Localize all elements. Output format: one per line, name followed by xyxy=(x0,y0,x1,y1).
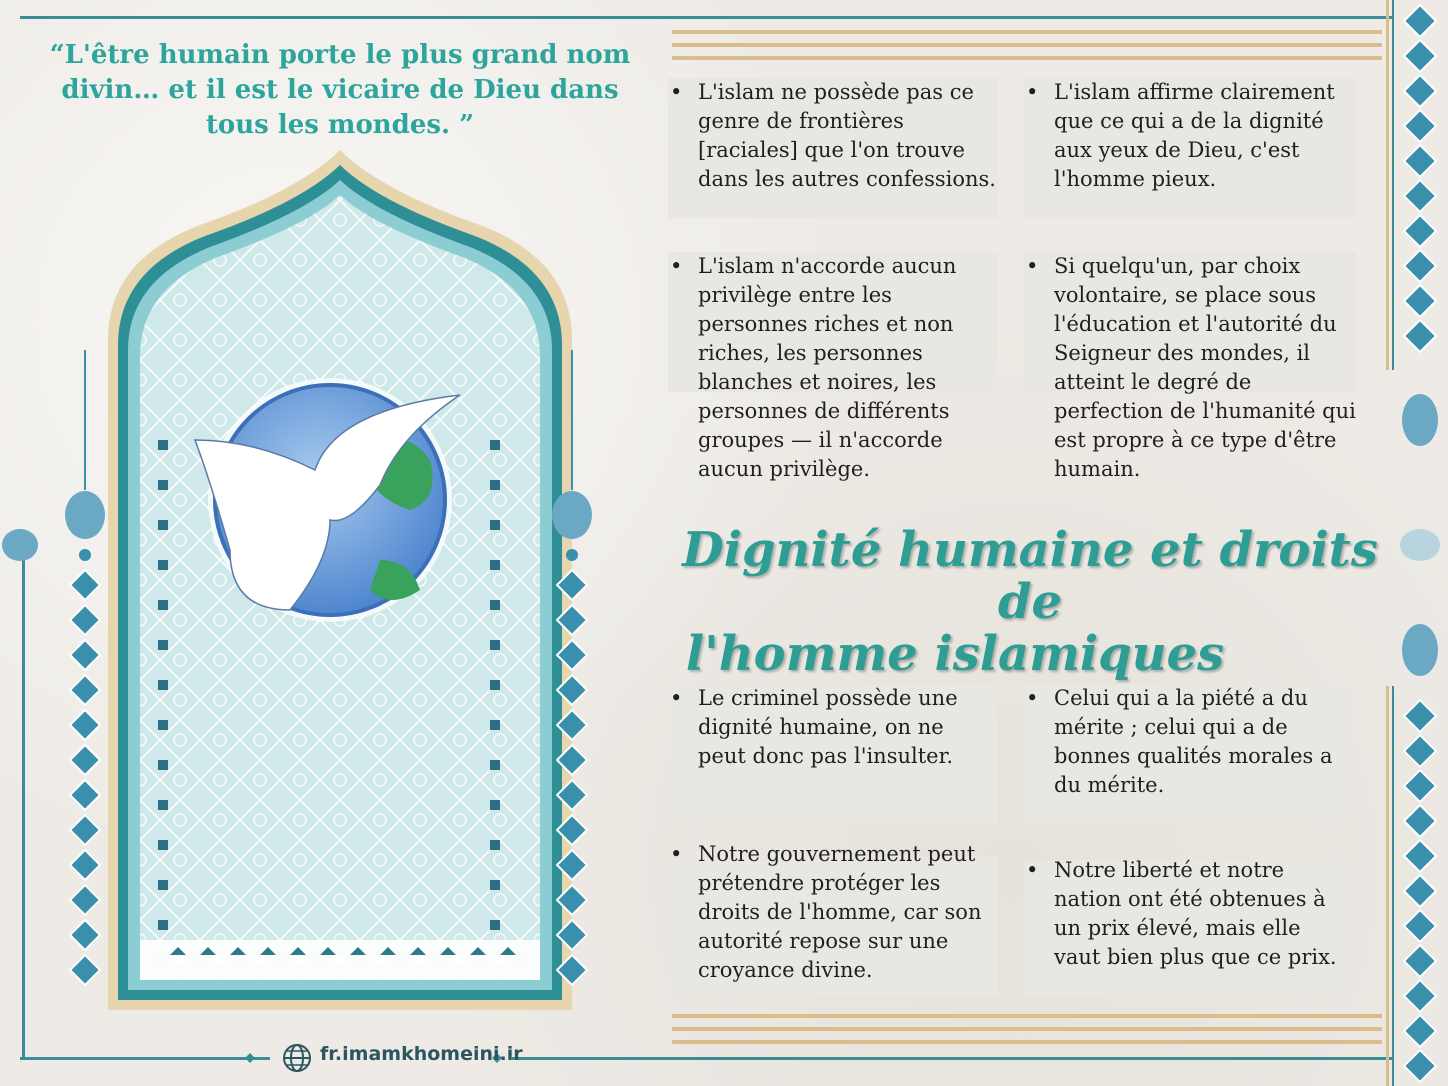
bullet-text: L'islam affirme clairement que ce qui a de la dignité aux yeux de Dieu, c'est l'homme pieux. xyxy=(1054,80,1335,191)
left-diamond-column xyxy=(70,570,100,985)
bullet-text: Celui qui a la piété a du mérite ; celui qui a de bonnes qualités morales a du mérite. xyxy=(1054,686,1333,797)
bullet-dot: • xyxy=(670,80,683,104)
bullet-dot: • xyxy=(670,842,683,866)
bullet-text: Le criminel possède une dignité humaine, on ne peut donc pas l'insulter. xyxy=(698,686,958,768)
bullet-text: L'islam ne possède pas ce genre de frontières [raciales] que l'on trouve dans les autres confessions. xyxy=(698,80,996,191)
bullet-item xyxy=(670,78,1000,194)
bullet-item xyxy=(670,252,990,484)
bullet-text: Si quelqu'un, par choix volontaire, se place sous l'éducation et l'autorité du Seigneur des mondes, il atteint le degré de perfection de l'humanité qui est propre à ce type d'être humain. xyxy=(1054,254,1356,481)
bullet-text: L'islam n'accorde aucun privilège entre les personnes riches et non riches, les personnes blanches et noires, les personnes de différents groupes — il n'accorde aucun privilège. xyxy=(698,254,957,481)
title-line-2: l'homme islamiques xyxy=(685,626,1225,682)
bullet-text: Notre gouvernement peut prétendre protéger les droits de l'homme, car son autorité repose sur une croyance divine. xyxy=(698,842,982,982)
quote-text: “L'être humain porte le plus grand nom divin… et il est le vicaire de Dieu dans tous les mondes. ” xyxy=(49,40,631,140)
bullet-dot: • xyxy=(670,254,683,278)
bullet-dot: • xyxy=(1026,254,1039,278)
bullet-item xyxy=(670,684,990,771)
bullet-dot: • xyxy=(1026,686,1039,710)
page-title xyxy=(660,524,1400,680)
bullet-item xyxy=(1026,78,1356,194)
bullet-item xyxy=(1026,252,1356,484)
bullet-item xyxy=(1026,684,1346,800)
bullet-item xyxy=(670,840,1000,985)
website-link[interactable]: fr.imamkhomeini.ir xyxy=(320,1043,523,1065)
bullet-dot: • xyxy=(1026,80,1039,104)
bullet-dot: • xyxy=(1026,858,1039,882)
bullet-dot: • xyxy=(670,686,683,710)
bullet-text: Notre liberté et notre nation ont été obtenues à un prix élevé, mais elle vaut bien plus que ce prix. xyxy=(1054,858,1337,969)
ornament xyxy=(1400,394,1440,676)
bullet-item xyxy=(1026,856,1350,972)
title-line-1: Dignité humaine et droits de xyxy=(682,522,1378,630)
globe-icon xyxy=(282,1043,312,1073)
